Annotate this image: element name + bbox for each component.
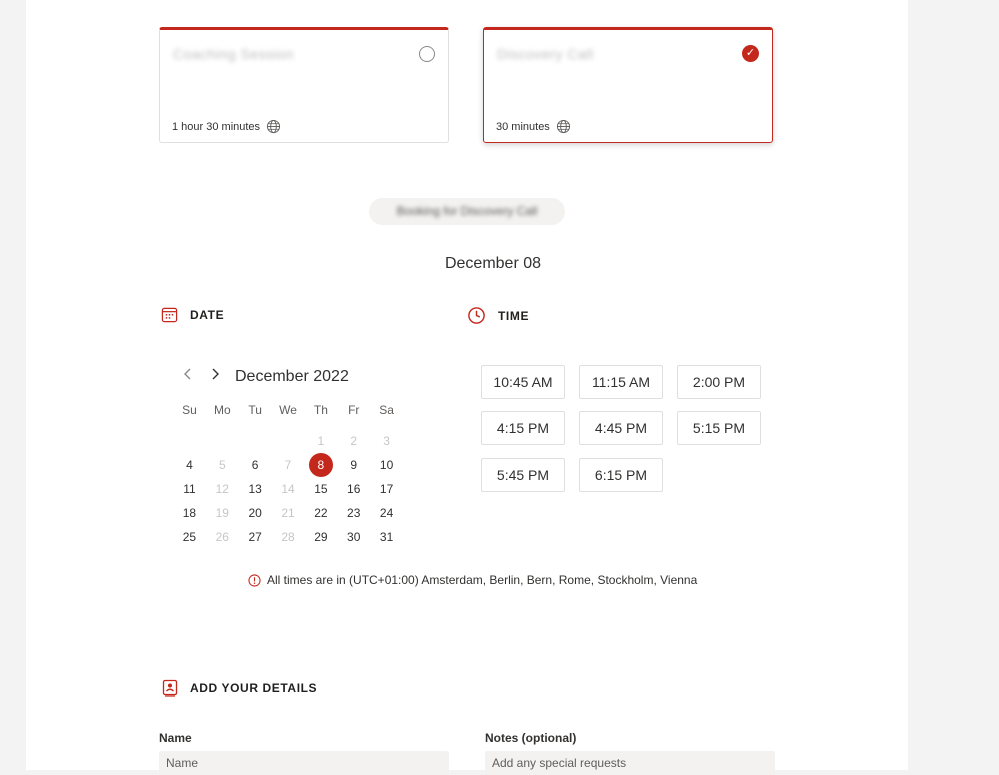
calendar-day: 1 bbox=[317, 434, 325, 448]
service-title: Discovery Call bbox=[497, 46, 594, 62]
time-slot-button[interactable]: 4:15 PM bbox=[481, 411, 565, 445]
calendar-day: 3 bbox=[383, 434, 390, 448]
time-slot-button[interactable]: 10:45 AM bbox=[481, 365, 565, 399]
calendar-day[interactable]: 27 bbox=[248, 530, 262, 544]
notes-input[interactable] bbox=[485, 751, 775, 775]
calendar-day[interactable]: 31 bbox=[379, 530, 394, 544]
date-section-title: DATE bbox=[190, 307, 225, 322]
calendar-day[interactable]: 16 bbox=[347, 482, 361, 496]
globe-icon bbox=[266, 119, 281, 134]
time-slot-button[interactable]: 4:45 PM bbox=[579, 411, 663, 445]
weekday-label: Tu bbox=[248, 403, 262, 417]
calendar-day[interactable]: 25 bbox=[182, 530, 197, 544]
calendar-day[interactable]: 18 bbox=[182, 506, 197, 520]
calendar-week bbox=[173, 480, 403, 504]
calendar-grid bbox=[173, 401, 403, 552]
calendar-day[interactable]: 24 bbox=[379, 506, 394, 520]
time-section-header bbox=[467, 306, 529, 325]
notes-label: Notes (optional) bbox=[485, 731, 577, 745]
calendar-day[interactable]: 15 bbox=[314, 482, 328, 496]
name-input[interactable] bbox=[159, 751, 449, 775]
previous-month-icon[interactable] bbox=[182, 367, 194, 386]
details-section-title: ADD YOUR DETAILS bbox=[190, 681, 318, 695]
booking-for-pill bbox=[369, 198, 565, 225]
calendar-week bbox=[173, 456, 403, 480]
calendar-week bbox=[173, 528, 403, 552]
service-card-coaching[interactable] bbox=[159, 27, 449, 143]
radio-unselected-icon[interactable] bbox=[419, 46, 435, 62]
weekday-label: Th bbox=[313, 403, 328, 417]
weekday-label: We bbox=[279, 403, 297, 417]
calendar-week bbox=[173, 504, 403, 528]
name-label: Name bbox=[159, 731, 192, 745]
calendar-day: 19 bbox=[215, 506, 229, 520]
globe-icon bbox=[556, 119, 571, 134]
next-month-icon[interactable] bbox=[209, 367, 221, 386]
time-slot-button[interactable]: 5:15 PM bbox=[677, 411, 761, 445]
calendar-day: 21 bbox=[281, 506, 295, 520]
calendar-day: 28 bbox=[281, 530, 295, 544]
service-title: Coaching Session bbox=[173, 46, 294, 62]
calendar-month-label: December 2022 bbox=[235, 368, 349, 385]
booking-page bbox=[26, 0, 908, 770]
clock-icon bbox=[467, 306, 486, 325]
selected-date-title: December 08 bbox=[444, 255, 542, 272]
weekday-header bbox=[173, 401, 403, 425]
calendar-icon bbox=[161, 306, 178, 323]
time-slot-button[interactable]: 2:00 PM bbox=[677, 365, 761, 399]
details-section-header bbox=[162, 679, 317, 697]
time-section-title: TIME bbox=[498, 308, 530, 323]
weekday-label: Fr bbox=[348, 403, 360, 417]
calendar-day-selected[interactable] bbox=[304, 456, 337, 480]
calendar-day: 7 bbox=[284, 458, 292, 472]
calendar-day[interactable]: 13 bbox=[248, 482, 262, 496]
time-slot-button[interactable]: 6:15 PM bbox=[579, 458, 663, 492]
calendar-day[interactable]: 20 bbox=[248, 506, 262, 520]
weekday-label: Su bbox=[182, 403, 197, 417]
calendar-day: 2 bbox=[350, 434, 358, 448]
duration-text: 1 hour 30 minutes bbox=[172, 120, 261, 133]
checkmark-selected-icon[interactable]: ✓ bbox=[742, 45, 759, 62]
booking-pill-text: Booking for Discovery Call bbox=[396, 204, 538, 218]
calendar-day: 14 bbox=[281, 482, 295, 496]
duration-text: 30 minutes bbox=[496, 120, 550, 133]
calendar-day[interactable]: 29 bbox=[314, 530, 328, 544]
weekday-label: Sa bbox=[379, 403, 394, 417]
weekday-label: Mo bbox=[213, 403, 231, 417]
calendar-day[interactable]: 17 bbox=[379, 482, 394, 496]
calendar-day: 12 bbox=[215, 482, 229, 496]
service-duration bbox=[172, 119, 281, 134]
date-section-header bbox=[161, 306, 224, 323]
calendar-day[interactable]: 30 bbox=[347, 530, 361, 544]
calendar-day[interactable]: 10 bbox=[379, 458, 394, 472]
calendar-day[interactable]: 4 bbox=[186, 458, 193, 472]
calendar-day[interactable]: 9 bbox=[350, 458, 358, 472]
calendar-day[interactable]: 6 bbox=[251, 458, 259, 472]
calendar-day: 5 bbox=[218, 458, 226, 472]
info-icon bbox=[248, 574, 261, 587]
timezone-text: All times are in (UTC+01:00) Amsterdam, Berlin, Bern, Rome, Stockholm, Vienna bbox=[267, 573, 698, 587]
service-duration bbox=[496, 119, 571, 134]
calendar-week bbox=[173, 432, 403, 456]
time-slot-button[interactable]: 11:15 AM bbox=[579, 365, 663, 399]
time-slot-button[interactable]: 5:45 PM bbox=[481, 458, 565, 492]
calendar-day[interactable]: 22 bbox=[314, 506, 328, 520]
service-card-discovery[interactable] bbox=[483, 27, 773, 143]
contact-card-icon bbox=[162, 679, 178, 697]
calendar-day: 26 bbox=[215, 530, 229, 544]
selected-day-number[interactable]: 8 bbox=[309, 453, 333, 477]
calendar-day[interactable]: 11 bbox=[183, 482, 196, 496]
calendar-day[interactable]: 23 bbox=[347, 506, 361, 520]
timezone-note bbox=[248, 573, 697, 587]
